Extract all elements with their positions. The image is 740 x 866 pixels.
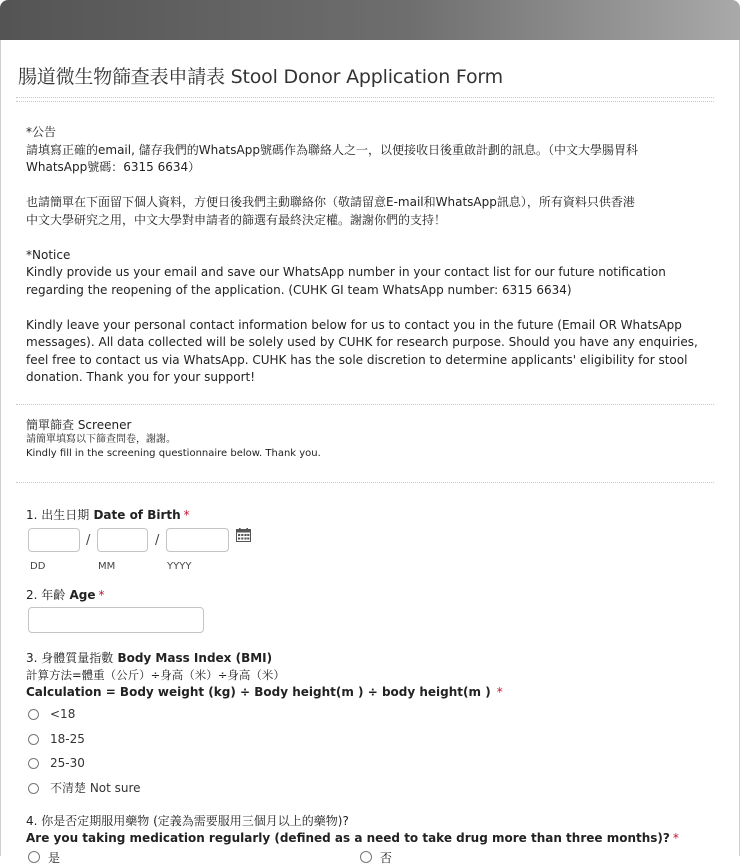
bmi-option[interactable] [28, 706, 75, 722]
option-label: 是 [48, 851, 61, 865]
question-text: Date of Birth [93, 508, 181, 522]
question-dob-label [26, 507, 190, 524]
option-label: 否 [380, 851, 393, 865]
notice-cn-line: WhatsApp號碼：6315 6634） [26, 160, 201, 174]
notice-en-line: Kindly leave your personal contact information below for us to contact you in the future (Email OR WhatsApp [26, 317, 682, 332]
option-label: 25-30 [50, 756, 85, 770]
question-bmi-label [26, 650, 272, 667]
question-number: 1. 出生日期 [26, 508, 90, 522]
notice-en-line: messages). All data collected will be solely used by CUHK for research purpose. Should you have any enquiries, [26, 335, 698, 349]
dob-day-input[interactable] [28, 528, 80, 552]
radio-icon[interactable] [28, 734, 39, 745]
question-number: 4. 你是否定期服用藥物 (定義為需要服用三個月以上的藥物)? [26, 814, 349, 828]
calendar-icon[interactable] [236, 528, 251, 542]
notice-en-line: feel free to contact us via WhatsApp. CUHK has the sole discretion to determine applicants' eligibility for stool [26, 352, 688, 367]
screener-sub-cn: 請簡單填寫以下篩查問卷，謝謝。 [26, 434, 176, 445]
date-separator: / [155, 533, 160, 548]
bmi-option[interactable] [28, 731, 85, 747]
question-text: Are you taking medication regularly (defined as a need to take drug more than three months)? [26, 831, 670, 845]
required-marker: * [672, 831, 679, 845]
required-marker: * [98, 588, 105, 602]
question-medication-en [26, 830, 679, 847]
dob-month-label: MM [98, 561, 116, 572]
divider [16, 97, 714, 102]
question-number: 2. 年齡 [26, 588, 66, 602]
question-number: 3. 身體質量指數 [26, 651, 114, 665]
notice-cn-line: 中文大學研究之用，中文大學對申請者的篩選有最終決定權。謝謝你們的支持！ [26, 212, 447, 227]
question-text: Body Mass Index (BMI) [117, 651, 273, 665]
radio-icon[interactable] [28, 758, 39, 769]
screener-section [26, 417, 710, 461]
notice-en-line: Kindly provide us your email and save our WhatsApp number in your contact list for our future notification [26, 265, 666, 279]
question-medication-label [26, 813, 349, 830]
dob-day-label: DD [30, 561, 46, 572]
screener-sub-en: Kindly fill in the screening questionnaire below. Thank you. [26, 448, 321, 459]
dob-month-input[interactable] [97, 528, 148, 552]
notice-cn-line: 請填寫正確的email, 儲存我們的WhatsApp號碼作為聯絡人之一，以便接收日後重啟計劃的訊息。（中文大學腸胃科 [26, 142, 638, 157]
bmi-formula-en [26, 684, 503, 700]
radio-icon[interactable] [28, 783, 39, 794]
dob-year-input[interactable] [166, 528, 229, 552]
bmi-formula-cn: 計算方法=體重（公斤）÷身高（米）÷身高（米） [26, 668, 285, 682]
dob-year-label: YYYY [167, 561, 192, 572]
required-marker: * [183, 508, 190, 522]
option-label: <18 [50, 707, 76, 721]
divider [16, 482, 714, 483]
notice-cn-line: 也請簡單在下面留下個人資料，方便日後我們主動聯絡你（敬請留意E-mail和WhatsApp訊息），所有資料只供香港 [26, 195, 635, 209]
radio-icon[interactable] [28, 709, 39, 720]
notice-cn-heading: *公告 [26, 125, 57, 139]
radio-icon[interactable] [28, 851, 40, 863]
window-titlebar [0, 0, 740, 42]
radio-icon[interactable] [360, 851, 372, 863]
screener-heading: 簡單篩查 Screener [26, 418, 132, 432]
bmi-option[interactable] [28, 755, 85, 771]
notice-en-line: regarding the reopening of the application. (CUHK GI team WhatsApp number: 6315 6634) [26, 282, 572, 297]
date-separator: / [86, 533, 91, 548]
notice-en-line: donation. Thank you for your support! [26, 370, 256, 384]
page-title: 腸道微生物篩查表申請表 Stool Donor Application Form [18, 66, 503, 88]
bmi-option[interactable] [28, 780, 141, 796]
question-text: Age [69, 588, 96, 602]
option-label: 18-25 [50, 732, 85, 746]
bmi-formula-text: Calculation = Body weight (kg) ÷ Body height(m ) ÷ body height(m ) [26, 685, 491, 699]
required-marker: * [496, 685, 503, 699]
option-label: 不清楚 Not sure [50, 781, 141, 795]
age-input[interactable] [28, 607, 204, 633]
notice-en-heading: *Notice [26, 247, 71, 262]
question-age-label [26, 587, 104, 604]
notice-block [26, 124, 710, 387]
divider [16, 404, 714, 405]
